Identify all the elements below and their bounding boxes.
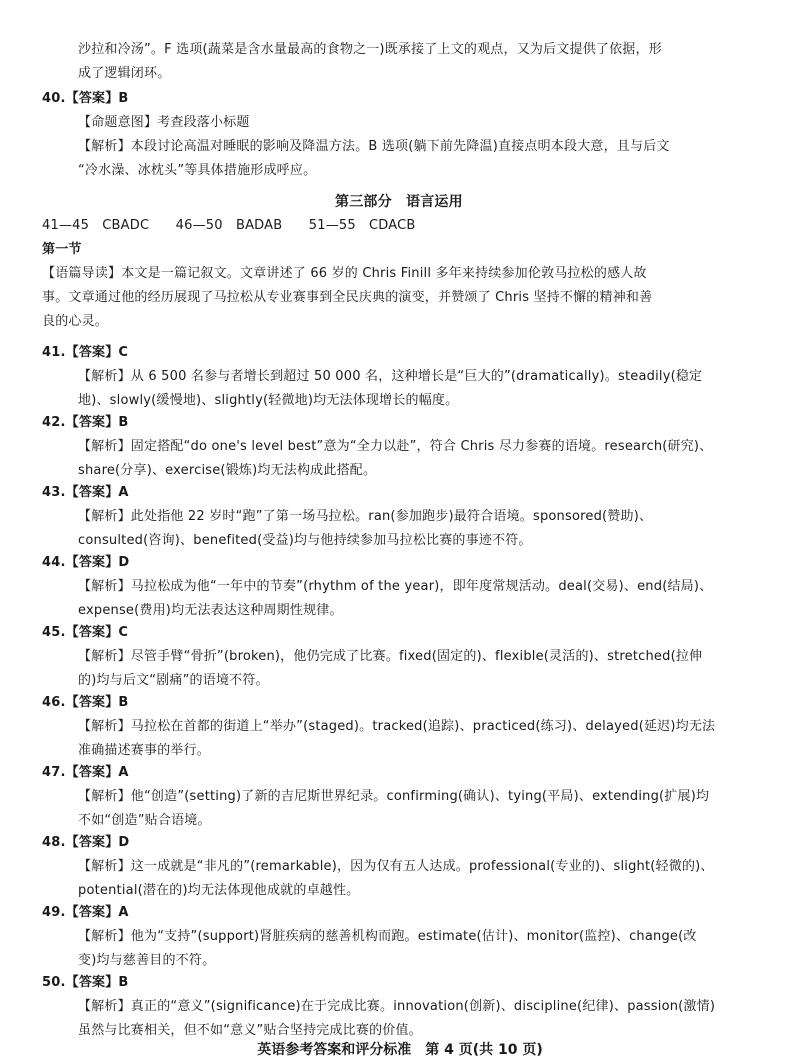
item-answer: 48.【答案】D [42,835,130,850]
item-analysis-line: 【解析】这一成就是“非凡的”(remarkable)，因为仅有五人达成。professional(专业的)、slight(轻微的)、 [78,859,714,874]
part3-title: 第三部分 语言运用 [335,194,463,210]
item-analysis-line: consulted(咨询)、benefited(受益)均与他持续参加马拉松比赛的事迹不符。 [78,533,532,548]
item-analysis-line: expense(费用)均无法表达这种周期性规律。 [78,603,343,618]
item-analysis-line: 【解析】他“创造”(setting)了新的吉尼斯世界纪录。confirming(确认)、tying(平局)、extending(扩展)均 [78,789,710,804]
section1-guide-line: 良的心灵。 [42,314,109,329]
top-paragraph-line: 成了逻辑闭环。 [78,66,171,81]
item-analysis-line: 的)均与后文“剧痛”的语境不符。 [78,673,269,688]
part3-answers-row: 41—45 CBADC 46—50 BADAB 51—55 CDACB [42,218,416,233]
item-analysis-line: 【解析】马拉松在首都的街道上“举办”(staged)。tracked(追踪)、practiced(练习)、delayed(延迟)均无法 [78,719,716,734]
item-analysis-line: 变)均与慈善目的不符。 [78,953,216,968]
item-analysis-line: 准确描述赛事的举行。 [78,743,211,758]
section1-guide-line: 事。文章通过他的经历展现了马拉松从专业赛事到全民庆典的演变，并赞颂了 Chris 坚持不懈的精神和善 [42,290,653,305]
q40-answer: 40.【答案】B [42,91,129,106]
item-answer: 46.【答案】B [42,695,129,710]
item-answer: 41.【答案】C [42,345,129,360]
q40-intent: 【命题意图】考查段落小标题 [78,115,250,130]
section1-heading: 第一节 [42,242,82,257]
item-answer: 50.【答案】B [42,975,129,990]
item-answer: 42.【答案】B [42,415,129,430]
item-analysis-line: 【解析】固定搭配“do one's level best”意为“全力以赴”，符合 Chris 尽力参赛的语境。research(研究)、 [78,439,713,454]
item-analysis-line: 不如“创造”贴合语境。 [78,813,211,828]
item-analysis-line: share(分享)、exercise(锻炼)均无法构成此搭配。 [78,463,377,478]
item-answer: 49.【答案】A [42,905,129,920]
item-answer: 47.【答案】A [42,765,129,780]
item-answer: 45.【答案】C [42,625,129,640]
page-footer: 英语参考答案和评分标准 第 4 页(共 10 页) [257,1042,543,1058]
item-analysis-line: 【解析】他为“支持”(support)肾脏疾病的慈善机构而跑。estimate(估计)、monitor(监控)、change(改 [78,929,697,944]
item-analysis-line: 地)、slowly(缓慢地)、slightly(轻微地)均无法体现增长的幅度。 [78,393,459,408]
item-analysis-line: potential(潜在的)均无法体现他成就的卓越性。 [78,883,360,898]
top-paragraph-line: 沙拉和冷汤”。F 选项(蔬菜是含水量最高的食物之一)既承接了上文的观点，又为后文提供了依据，形 [78,42,662,57]
item-answer: 43.【答案】A [42,485,129,500]
item-answer: 44.【答案】D [42,555,130,570]
item-analysis-line: 虽然与比赛相关，但不如“意义”贴合坚持完成比赛的价值。 [78,1023,422,1038]
item-analysis-line: 【解析】尽管手臂“骨折”(broken)，他仍完成了比赛。fixed(固定的)、flexible(灵活的)、stretched(拉伸 [78,649,703,664]
item-analysis-line: 【解析】此处指他 22 岁时“跑”了第一场马拉松。ran(参加跑步)最符合语境。sponsored(赞助)、 [78,509,653,524]
item-analysis-line: 【解析】真正的“意义”(significance)在于完成比赛。innovation(创新)、discipline(纪律)、passion(激情) [78,999,716,1014]
q40-analysis-line: 【解析】本段讨论高温对睡眠的影响及降温方法。B 选项(躺下前先降温)直接点明本段大意，且与后文 [78,139,670,154]
q40-analysis-line: “冷水澡、冰枕头”等具体措施形成呼应。 [78,163,317,178]
section1-guide-line: 【语篇导读】本文是一篇记叙文。文章讲述了 66 岁的 Chris Finill 多年来持续参加伦敦马拉松的感人故 [42,266,647,281]
item-analysis-line: 【解析】马拉松成为他“一年中的节奏”(rhythm of the year)，即年度常规活动。deal(交易)、end(结局)、 [78,579,713,594]
item-analysis-line: 【解析】从 6 500 名参与者增长到超过 50 000 名，这种增长是“巨大的”(dramatically)。steadily(稳定 [78,369,703,384]
